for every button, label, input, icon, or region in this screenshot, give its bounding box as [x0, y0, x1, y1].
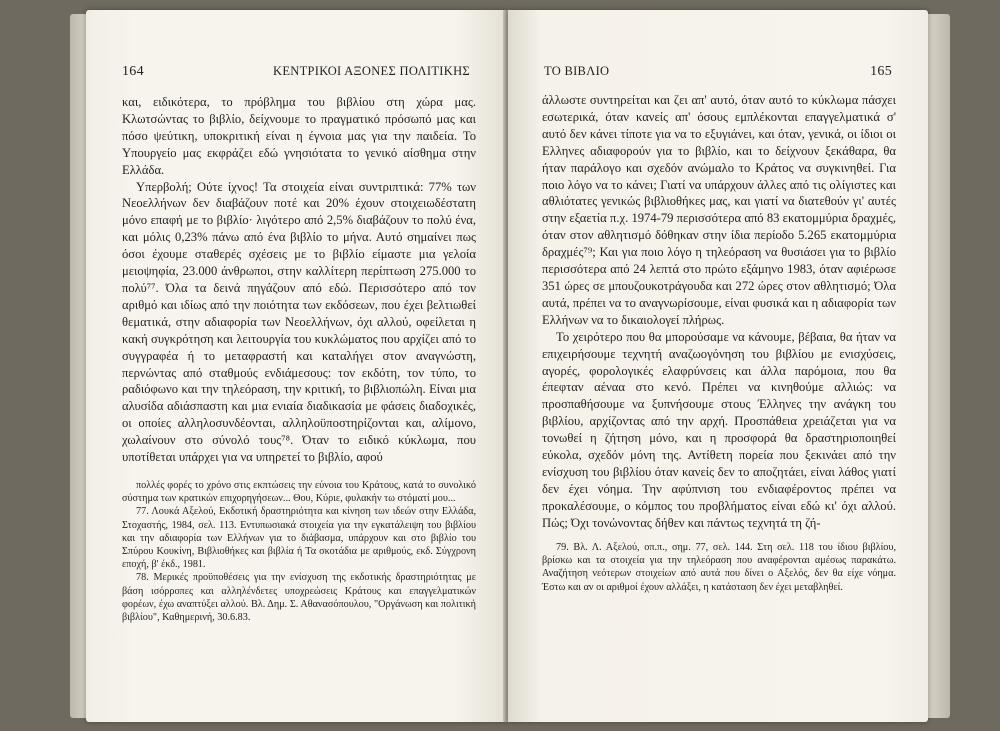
footnote-77: 77. Λουκά Αξελού, Εκδοτική δραστηριότητα και κίνηση των ιδεών στην Ελλάδα, Στοχαστής, 1984, σελ. 113. Εντυπωσιακά στοιχεία για την εγκατάλειψη του βιβλίου και την αδιαφορία των Ελλήνων για το διάβασμα, υπάρχουν και στο βιβλίο του Σπύρου Κουκίνη, Βιβλιοθήκες και βιβλία ή Τα σκοτάδια με αριθμούς, εκδ. Σύγχρονη εποχή, β' έκδ., 1981. — [122, 506, 476, 571]
left-running-title: ΚΕΝΤΡΙΚΟΙ ΑΞΟΝΕΣ ΠΟΛΙΤΙΚΗΣ — [273, 64, 470, 78]
left-paragraph-1: και, ειδικότερα, το πρόβλημα του βιβλίου στη χώρα μας. Κλωτσώντας το βιβλίο, δείχνουμε το πραγματικό πρόσωπό μας και πόσο ψεύτικη, υποκριτική είναι η έγνοια μας για την παιδεία. Το Υπουργείο μας εκφράζει εδώ γνησιότατα το γενικό αίσθημα στην Ελλάδα. — [122, 95, 476, 177]
left-paragraph-2: Υπερβολή; Ούτε ίχνος! Τα στοιχεία είναι συντριπτικά: 77% των Νεοελλήνων δεν διαβάζουν ποτέ και 20% έχουν στοιχειωδέστατη μόνο επαφή με το βιβλίο· λιγότερο από 2,5% διαβάζουν το πολύ ένα, και μόλις 0,23% πάνω από ένα βιβλίο το μήνα. Αυτό σημαίνει πως όσοι έχουμε σταθερές σχέσεις με το βιβλίο είμαστε μια γελοία μειοψηφία, 23.000 άνθρωποι, στην καλλίτερη περίπτωση 275.000 το πολύ⁷⁷. Όλα τα δεινά πηγάζουν από εδώ. Περισσότερο από τον αριθμό και ιδίως από την ποιότητα των εκδόσεων, που έχει βελτιωθεί θεματικά, στην αδιαφορία των Νεοελλήνων, όχι αλλού, οφείλεται η κακή συγκρότηση και λειτουργία του κυκλώματος που αρχίζει από το συγγραφέα ή το μεταφραστή και καταλήγει στον αναγνώστη, περνώντας από σταθμούς ενδιάμεσους: τον εκδότη, τον τύπο, το ραδιόφωνο και την τηλεόραση, την κριτική, το βιβλιοπώλη. Είναι μια αλυσίδα αδιάσπαστη και μια ενιαία διαδικασία με φάσεις διαδοχικές, οι οποίες αλληλοσυνδέονται, αλληλοϋποστηρίζονται και, αλίμονο, χωλαίνουν στο σύνολό τους⁷⁸. Όταν το ειδικό κύκλωμα, που υποτίθεται υπάρχει για να υπηρετεί το βιβλίο, αφού — [122, 179, 476, 465]
left-page-body — [122, 94, 476, 466]
right-paragraph-2: Το χειρότερο που θα μπορούσαμε να κάνουμε, βέβαια, θα ήταν να επιχειρήσουμε τεχνητή αναζωογόνηση του βιβλίου με ενισχύσεις, αγορές, φορολογικές ελαφρύνσεις και άλλα παρόμοια, που θα έπεφταν αέναα στο κενό. Πρέπει να κινηθούμε αλλιώς: να προσπαθήσουμε να ξυπνήσουμε στους Έλληνες την ανάγκη του βιβλίου, αρχίζοντας από την αρχή. Προσπάθεια χρειάζεται για να τονωθεί η ζήτηση μόνο, και η προσφορά θα δραστηριοποιηθεί εύκολα, σχεδόν μόνη της. Αντίθετη πορεία που ξεκινάει από την ενίσχυση του βιβλίου όταν κανείς δεν το αποζητάει, είναι λάθος γιατί δεν έχει νόημα. Την αφύπνιση του ενδιαφέροντος πρέπει να προκαλέσουμε, ο κόμπος του προβλήματος είναι εδώ κι' όχι αλλού. Πώς; Όχι τονώνοντας δήθεν και πάντως τεχνητά τη ζή- — [542, 329, 896, 530]
left-footnote-continued: πολλές φορές το χρόνο στις εκπτώσεις την εύνοια του Κράτους, κατά το συνολικό σύστημα των κρατικών επιχορηγήσεων... Θου, Κύριε, φυλακήν τω στόματί μου... — [122, 480, 476, 505]
footnote-79: 79. Βλ. Λ. Αξελού, οπ.π., σημ. 77, σελ. 144. Στη σελ. 118 του ίδιου βιβλίου, βρίσκω και τα στοιχεία για την τηλεόραση που αναφέρονται αμέσως παρακάτω. Αναζήτηση νεότερων στοιχείων από αυτά που δίνει ο Αξελός, δεν θα είχε νόημα. Έστω και αν οι αριθμοί έχουν αλλάξει, η κατάσταση δεν έχει μεταβληθεί. — [542, 542, 896, 593]
right-page-number: 165 — [870, 64, 892, 79]
footnote-78: 78. Μερικές προϋποθέσεις για την ενίσχυση της εκδοτικής δραστηριότητας με βάση ισόρροπες και αλληλένδετες υποχρεώσεις Κράτους και επαγγελματικών φορέων, έχω αναπτύξει αλλού. Βλ. Δημ. Σ. Αθανασόπουλου, "Οργάνωση και πολιτική βιβλίου", Καθημερινή, 30.6.83. — [122, 572, 476, 624]
right-page-header — [544, 64, 892, 82]
left-page — [86, 10, 506, 722]
right-page-edges — [928, 14, 950, 718]
right-footnotes — [542, 541, 896, 594]
right-running-title: ΤΟ ΒΙΒΛΙΟ — [544, 64, 610, 78]
left-page-header — [122, 64, 470, 82]
right-paragraph-1: άλλωστε συντηρείται και ζει απ' αυτό, όταν αυτό το κύκλωμα πάσχει εσωτερικά, όταν κανείς απ' όσους εμπλέκονται επαγγελματικά σ' αυτό δεν κάνει τίποτε για να το εξυγιάνει, και όταν, γενικά, οι ίδιοι οι Ελληνες αδιαφορούν για το βιβλίο, και το δείχνουν ξεκάθαρα, θα ήταν παράλογο και σχεδόν ανώμαλο το Κράτος να συγκινηθεί. Για ποιο λόγο να το κάνει; Γιατί να υπάρχουν άλλες από τις ολίγιστες και αθλιότατες γενικώς βιβλιοθήκες μας, και γιατί να διατεθούν γι' αυτές στην εξαετία π.χ. 1974-79 περισσότερα από 83 εκατομμύρια δραχμές, όταν στον αθλητισμό δόθηκαν στην ίδια περίοδο 5.265 εκατομμύρια δραχμές⁷⁹; Και για ποιο λόγο η τηλεόραση να θυσιάσει για το βιβλίο περισσότερα από 24 λεπτά στο πρώτο εξάμηνο 1983, όταν αφιέρωσε 351 ώρες σε μπουζουκοτράγουδα και 272 ώρες στον αθλητισμό; Όλα αυτά, πρέπει να το αναγνωρίσουμε, είναι φυσικά και η αδιαφορία των Ελλήνων να το δικαιολογεί πλήρως. — [542, 93, 896, 327]
right-page-body — [542, 92, 896, 532]
left-footnotes — [122, 479, 476, 624]
left-page-number: 164 — [122, 64, 144, 79]
right-page — [508, 10, 928, 722]
